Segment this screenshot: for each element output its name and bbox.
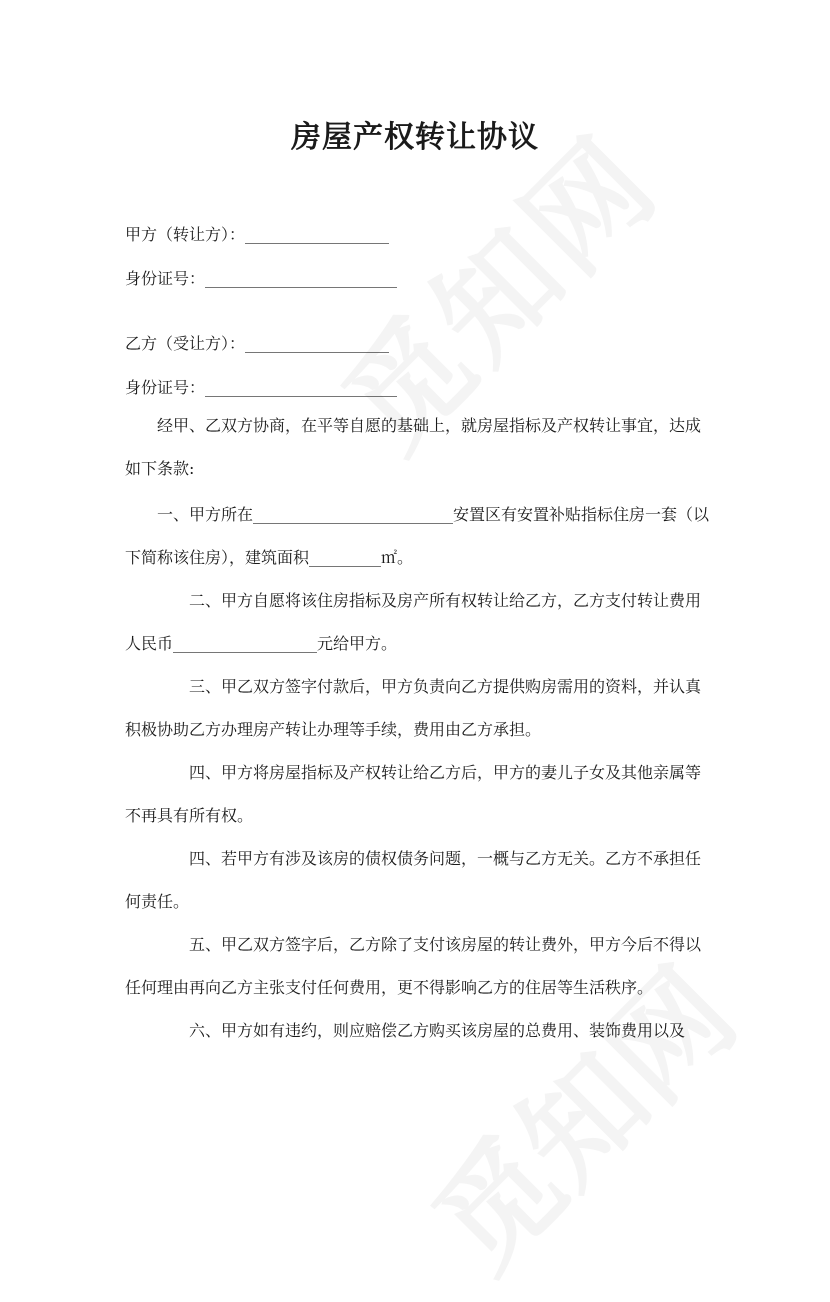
party-a-line [125,222,725,245]
clause-2: 二、甲方自愿将该住房指标及房产所有权转让给乙方，乙方支付转让费用人民币__________________元给甲方。 [125,591,702,653]
party-b-id-label: 身份证号： [125,378,206,397]
party-b-id-blank: ________________________ [205,378,398,397]
clause-5: 五、甲乙双方签字后，乙方除了支付该房屋的转让费外，甲方今后不得以任何理由再向乙方主张支付任何费用，更不得影响乙方的住居等生活秩序。 [125,935,702,997]
party-b-id-line [125,375,725,398]
party-a-id-label: 身份证号： [125,269,206,288]
clause-6: 六、甲方如有违约，则应赔偿乙方购买该房屋的总费用、装饰费用以及 [189,1021,686,1040]
party-b-name-blank: __________________ [245,334,390,353]
document-title: 房屋产权转让协议 [291,120,539,155]
clause-4: 四、甲方将房屋指标及产权转让给乙方后，甲方的妻儿子女及其他亲属等不再具有所有权。 [125,763,702,825]
clause-3: 三、甲乙双方签字付款后，甲方负责向乙方提供购房需用的资料，并认真积极协助乙方办理房产转让办理等手续，费用由乙方承担。 [125,677,702,739]
clause-4b: 四、若甲方有涉及该房的债权债务问题，一概与乙方无关。乙方不承担任何责任。 [125,849,702,911]
party-a-id-blank: ________________________ [205,269,398,288]
party-a-label: 甲方（转让方）： [125,225,246,244]
party-b-line [125,331,725,354]
party-a-name-blank: __________________ [245,225,390,244]
party-b-label: 乙方（受让方）： [125,334,246,353]
clause-1: 一、甲方所在_________________________安置区有安置补贴指标住房一套（以下简称该住房），建筑面积_________㎡。 [125,505,710,567]
intro-paragraph: 经甲、乙双方协商，在平等自愿的基础上，就房屋指标及产权转让事宜，达成如下条款: [125,416,702,478]
party-a-id-line [125,266,725,289]
